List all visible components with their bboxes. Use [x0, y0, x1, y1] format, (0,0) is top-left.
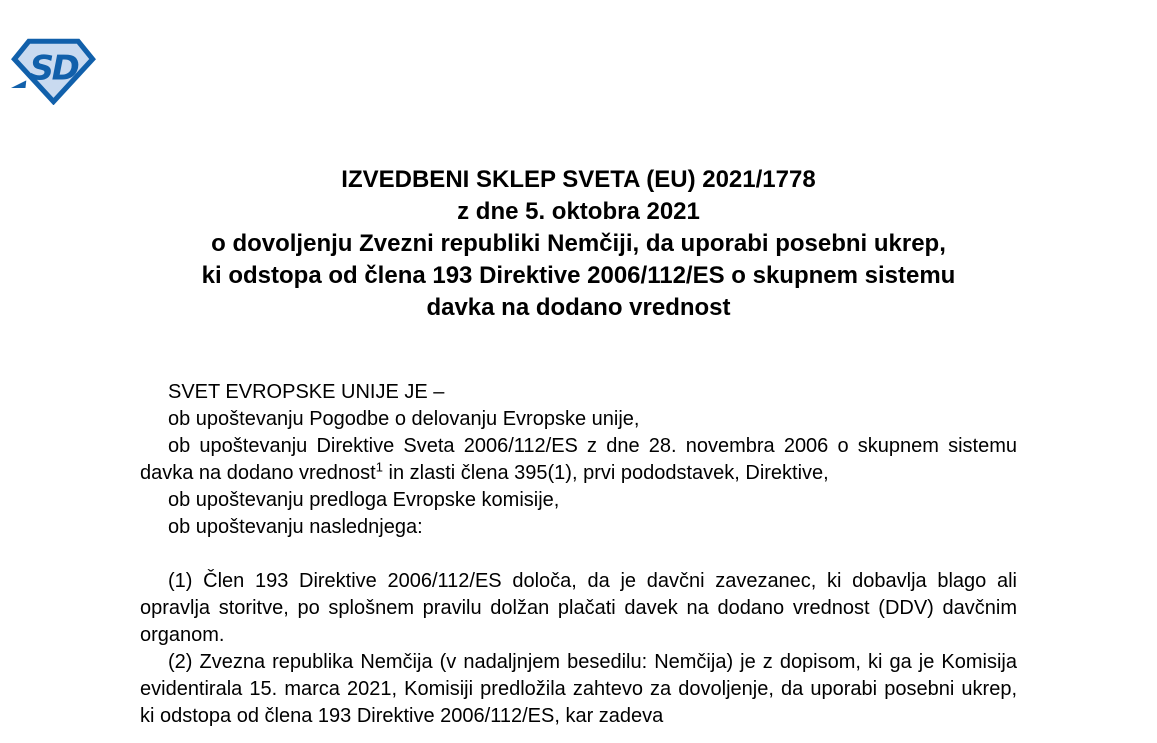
preamble-opening: SVET EVROPSKE UNIJE JE –: [168, 381, 445, 403]
citation-whereas: ob upoštevanju naslednjega:: [168, 516, 423, 538]
paragraph-spacer: [140, 541, 1017, 568]
citation-commission-proposal: ob upoštevanju predloga Evropske komisije,: [168, 489, 560, 511]
logo-letters: SD: [29, 48, 78, 89]
citation-directive-continuation: in zlasti člena 395(1), prvi pododstavek, Direktive,: [382, 462, 829, 484]
title-line-4: ki odstopa od člena 193 Direktive 2006/112/ES o skupnem sistemu: [201, 262, 956, 289]
title-line-3: o dovoljenju Zvezni republiki Nemčiji, da uporabi posebni ukrep,: [211, 230, 946, 257]
title-line-2: z dne 5. oktobra 2021: [457, 198, 700, 225]
sd-diamond-logo: [11, 37, 96, 105]
citation-directive: [140, 433, 1017, 487]
document-body: [140, 379, 1017, 730]
logo-tail-shape: [11, 80, 26, 88]
footnote-reference-1: 1: [375, 459, 383, 475]
recital-1: (1) Člen 193 Direktive 2006/112/ES določa, da je davčni zavezanec, ki dobavlja blago ali opravlja storitve, po splošnem pravilu dolžan plačati davek na dodano vrednost (DDV) davčnim organom.: [140, 570, 1017, 646]
document-title: [140, 164, 1017, 324]
citation-treaty: ob upoštevanju Pogodbe o delovanju Evropske unije,: [168, 408, 640, 430]
citation-directive-text: ob upoštevanju Direktive Sveta 2006/112/ES z dne 28. novembra 2006 o skupnem sistemu davka na dodano vrednost: [140, 435, 1017, 484]
title-line-5: davka na dodano vrednost: [426, 294, 731, 321]
title-line-1: IZVEDBENI SKLEP SVETA (EU) 2021/1778: [341, 166, 816, 193]
recital-2: (2) Zvezna republika Nemčija (v nadaljnjem besedilu: Nemčija) je z dopisom, ki ga je Komisija evidentirala 15. marca 2021, Komisiji predložila zahtevo za dovoljenje, da uporabi posebni ukrep, ki odstopa od člena 193 Direktive 2006/112/ES, kar zadeva: [140, 651, 1017, 727]
